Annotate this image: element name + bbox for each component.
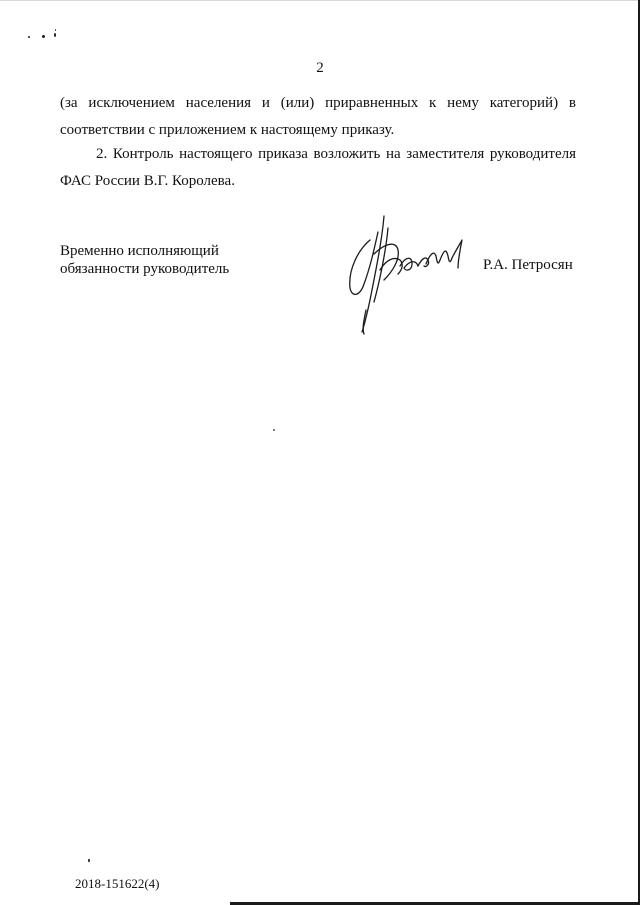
paragraph-control-clause xyxy=(60,141,576,195)
scan-speck xyxy=(273,429,275,431)
signer-position xyxy=(60,242,229,278)
signer-position-line: Временно исполняющий xyxy=(60,243,219,259)
paragraph-line: 2. Контроль настоящего приказа возложить на заместителя руководителя xyxy=(96,146,576,162)
scan-specks xyxy=(28,28,68,42)
paragraph-line: ФАС России В.Г. Королева. xyxy=(60,173,235,189)
scan-edge-top xyxy=(0,0,640,1)
paragraph-line: соответствии с приложением к настоящему приказу. xyxy=(60,122,395,138)
scan-speck xyxy=(88,859,90,862)
handwritten-signature xyxy=(340,210,470,340)
paragraph-continuation xyxy=(60,90,576,144)
document-number: 2018-151622(4) xyxy=(75,876,160,891)
signer-name: Р.А. Петросян xyxy=(483,257,573,273)
signer-position-line: обязанности руководитель xyxy=(60,261,230,277)
page-number: 2 xyxy=(316,60,324,76)
paragraph-line: (за исключением населения и (или) приравненных к нему категорий) в xyxy=(60,95,576,111)
